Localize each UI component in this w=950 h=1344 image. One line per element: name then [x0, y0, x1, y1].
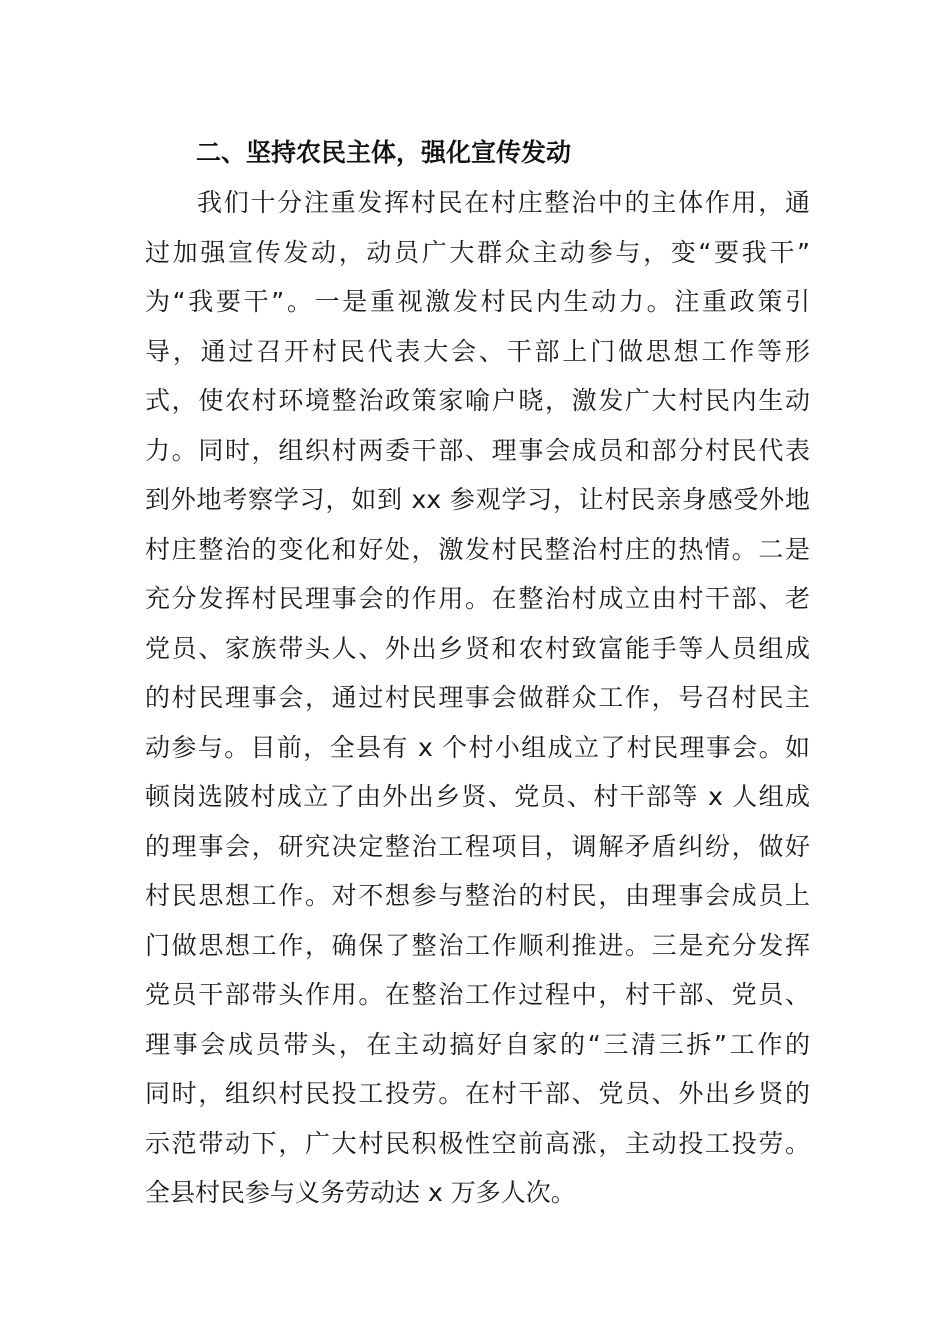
paragraph-line: 同时，组织村民投工投劳。在村干部、党员、外出乡贤的 — [145, 1079, 810, 1108]
paragraph-line: 我们十分注重发挥村民在村庄整治中的主体作用，通 — [197, 188, 810, 217]
paragraph-line: 村庄整治的变化和好处，激发村民整治村庄的热情。二是 — [145, 534, 810, 564]
paragraph-line: 全县村民参与义务劳动达 x 万多人次。 — [145, 1178, 576, 1207]
paragraph-line: 村民思想工作。对不想参与整治的村民，由理事会成员上 — [145, 881, 810, 910]
paragraph-line: 导，通过召开村民代表大会、干部上门做思想工作等形 — [145, 336, 810, 366]
paragraph-line: 党员、家族带头人、外出乡贤和农村致富能手等人员组成 — [145, 633, 810, 663]
paragraph-line: 的理事会，研究决定整治工程项目，调解矛盾纠纷，做好 — [145, 831, 810, 861]
paragraph-line: 动参与。目前，全县有 x 个村小组成立了村民理事会。如 — [145, 732, 810, 762]
paragraph-line: 顿岗选陂村成立了由外出乡贤、党员、村干部等 x 人组成 — [145, 782, 810, 811]
paragraph-line: 为“我要干”。一是重视激发村民内生动力。注重政策引 — [145, 287, 810, 316]
paragraph-line: 充分发挥村民理事会的作用。在整治村成立由村干部、老 — [145, 584, 810, 613]
paragraph-line: 到外地考察学习，如到 xx 参观学习，让村民亲身感受外地 — [145, 485, 810, 514]
paragraph-line: 的村民理事会，通过村民理事会做群众工作，号召村民主 — [145, 683, 810, 712]
paragraph-line: 式，使农村环境整治政策家喻户晓，激发广大村民内生动 — [145, 386, 810, 415]
paragraph-line: 示范带动下，广大村民积极性空前高涨，主动投工投劳。 — [145, 1128, 810, 1158]
paragraph-line: 党员干部带头作用。在整治工作过程中，村干部、党员、 — [145, 980, 810, 1009]
section-heading: 二、坚持农民主体，强化宣传发动 — [196, 138, 572, 167]
paragraph-line: 门做思想工作，确保了整治工作顺利推进。三是充分发挥 — [145, 930, 810, 960]
body-paragraph — [145, 178, 810, 1218]
paragraph-line: 过加强宣传发动，动员广大群众主动参与，变“要我干” — [145, 237, 810, 267]
paragraph-line: 理事会成员带头，在主动搞好自家的“三清三拆”工作的 — [145, 1029, 810, 1059]
paragraph-line: 力。同时，组织村两委干部、理事会成员和部分村民代表 — [145, 435, 810, 465]
